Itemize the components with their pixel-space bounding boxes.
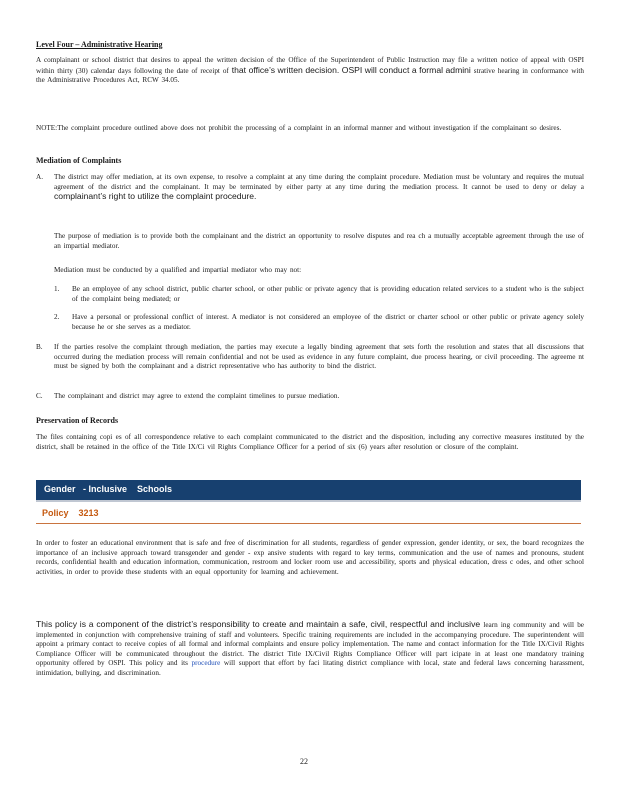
- section-banner-title: Gender - Inclusive Schools: [44, 484, 173, 494]
- mediation-subitem-1-label: 1.: [54, 285, 60, 293]
- responsibility-emphasis: This policy is a component of the district’s responsibility to create and maintain a safe, civil, respectful and inclusive: [36, 619, 481, 629]
- level-four-note: NOTE:The complaint procedure outlined above does not prohibit the processing of a complaint in an informal manner and without investigation if the complainant so desires.: [36, 124, 562, 132]
- mediation-must: Mediation must be conducted by a qualified and impartial mediator who may not:: [54, 266, 302, 274]
- policy-header: [36, 505, 581, 524]
- mediation-heading: Mediation of Complaints: [36, 156, 122, 165]
- gender-inclusive-responsibility: [36, 620, 584, 679]
- mediation-subitem-2: Have a personal or professional conflict of interest. A mediator is not considered an employee of the district or charter school or other public or private agency solely because he or she serves as a mediator.: [72, 313, 584, 331]
- level-four-paragraph: [36, 56, 584, 86]
- mediation-subitem-2-label: 2.: [54, 313, 60, 321]
- page-number: 22: [300, 757, 308, 766]
- level-four-text-emphasis: that office’s written decision. OSPI will conduct a formal admini: [231, 64, 471, 75]
- procedure-link[interactable]: procedure: [191, 659, 221, 668]
- mediation-subitem-1: Be an employee of any school district, public charter school, or other public or private agency that is providing education related services to a student who is the subject of the complaint being mediated; or: [72, 285, 584, 303]
- level-four-heading: Level Four – Administrative Hearing: [36, 40, 163, 49]
- mediation-item-a-text: The district may offer mediation, at its own expense, to resolve a complaint at any time during the complaint procedure. Mediation must be voluntary and requires the mutual agreement of the district and the complainant. It may be terminated by either party at any time during the mediation process. It cannot be used to deny or delay a: [54, 173, 584, 191]
- responsibility-text-a: learn ing community and will be implemented in conjunction with comprehensive training of staff and volunteers. Specific training requirements are included in the accompanying procedure. The superintendent will appoint a primary contact to receive copies of all formal and informal complaints and ensure policy implementation. The name and contact information for the Title IX/Civil Rights Compliance Officer will be communicated throughout the district. The district Title IX/Civil Rights Compliance Officer will part icipate in at least one mandatory training opportunity offered by OSPI. This policy and its: [36, 621, 584, 668]
- section-banner: [36, 480, 581, 502]
- mediation-item-a: [54, 173, 584, 203]
- mediation-item-b: If the parties resolve the complaint through mediation, the parties may execute a legally binding agreement that sets forth the resolution and states that all discussions that occurred during the mediation process will remain confidential and not be used as evidence in any future complaint, due process hearing, or civil proceeding. The agreeme nt must be signed by both the complainant and a district representative who has authority to bind the district.: [54, 343, 584, 371]
- preservation-heading: Preservation of Records: [36, 416, 119, 425]
- mediation-item-c: The complainant and district may agree to extend the complaint timelines to pursue mediation.: [54, 392, 340, 400]
- mediation-item-c-label: C.: [36, 392, 43, 400]
- mediation-item-b-label: B.: [36, 343, 43, 351]
- policy-number: Policy 3213: [42, 508, 99, 518]
- level-four-text-a: A complainant or school district that desires to appeal the written decision of the Office of the Superintendent of Public Instruction may file a written notice of appeal with OSPI within thirty (30) calendar days following the date of receipt of: [36, 56, 584, 75]
- mediation-item-a-emphasis: complainant’s right to utilize the complaint procedure.: [54, 191, 257, 202]
- mediation-purpose: The purpose of mediation is to provide both the complainant and the district an opportunity to resolve disputes and rea ch a mutually acceptable agreement through the use of an impartial mediator.: [54, 232, 584, 250]
- level-four-text-b: strative hearing in conformance with the Administrative Procedures Act, RCW 34.05.: [36, 66, 585, 85]
- preservation-text: The files containing copi es of all correspondence relative to each complaint communicated to the district and the disposition, including any corrective measures instituted by the district, shall be retained in the office of the Title IX/Ci vil Rights Compliance Officer for a period of six (6) years after resolution or closure of the complaint.: [36, 433, 584, 451]
- gender-inclusive-paragraph: In order to foster an educational environment that is safe and free of discrimination for all students, regardless of gender expression, gender identity, or sex, the board recognizes the importance of an inclusive approach toward transgender and gender - exp ansive students with regard to key terms, communication and the use of names and pronouns, student records, confidential health and education information, communication, restroom and locker room use and accessibility, sports and physical education, dress c odes, and other school activities, in order to provide these students with an equal opportunity for learning and achievement.: [36, 539, 584, 576]
- responsibility-text-b: will support that effort by faci litating district compliance with local, state and federal laws concerning harassment, intimidation, bullying, and discrimination.: [36, 659, 584, 677]
- mediation-item-a-label: A.: [36, 173, 43, 181]
